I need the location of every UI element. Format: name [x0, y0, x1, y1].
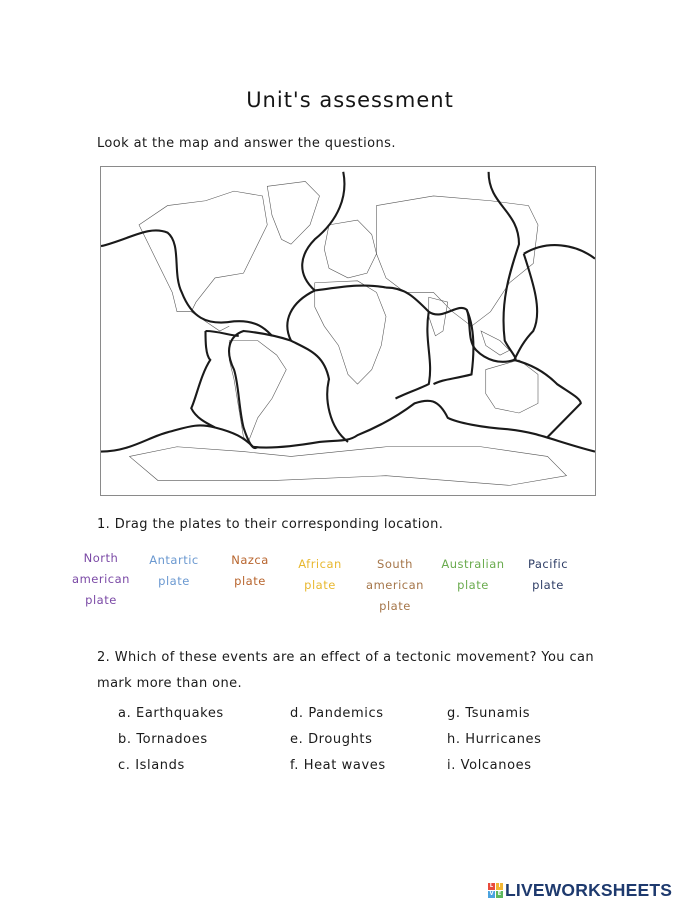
option-tsunamis[interactable]: g. Tsunamis	[447, 706, 531, 721]
plate-label-australian[interactable]	[437, 554, 509, 596]
plate-label-line: american	[72, 572, 130, 586]
plate-label-line: North	[83, 551, 119, 565]
plate-label-line: plate	[532, 578, 564, 592]
plate-label-african[interactable]	[290, 554, 350, 596]
option-tornadoes[interactable]: b. Tornadoes	[118, 732, 208, 747]
tectonic-plates-map[interactable]	[100, 166, 596, 496]
plate-label-line: Australian	[441, 557, 505, 571]
logo-tile: E	[497, 891, 502, 897]
logo-tile: I	[496, 883, 503, 890]
option-earthquakes[interactable]: a. Earthquakes	[118, 706, 224, 721]
option-hurricanes[interactable]: h. Hurricanes	[447, 732, 542, 747]
instruction-text: Look at the map and answer the questions.	[97, 136, 396, 151]
question-1-text: 1. Drag the plates to their corresponding location.	[97, 517, 444, 532]
plate-label-line: american	[366, 578, 424, 592]
plate-label-line: plate	[379, 599, 411, 613]
option-heat-waves[interactable]: f. Heat waves	[290, 758, 386, 773]
plate-label-line: plate	[158, 574, 190, 588]
world-map-image	[101, 167, 595, 495]
plate-label-line: South	[377, 557, 413, 571]
plate-label-line: plate	[304, 578, 336, 592]
question-2-text: 2. Which of these events are an effect of a tectonic movement? You can mark more than one.	[97, 650, 595, 691]
plate-label-south-american[interactable]	[362, 554, 428, 617]
option-islands[interactable]: c. Islands	[118, 758, 185, 773]
plate-label-line: plate	[85, 593, 117, 607]
plate-label-line: plate	[234, 574, 266, 588]
option-volcanoes[interactable]: i. Volcanoes	[447, 758, 532, 773]
plate-label-line: Pacific	[527, 557, 569, 571]
liveworksheets-logo-icon	[488, 883, 503, 898]
plate-label-line: Antartic	[149, 553, 199, 567]
plate-label-north-american[interactable]	[70, 548, 132, 611]
option-droughts[interactable]: e. Droughts	[290, 732, 373, 747]
option-pandemics[interactable]: d. Pandemics	[290, 706, 384, 721]
plate-label-line: African	[298, 557, 342, 571]
liveworksheets-branding	[488, 880, 672, 901]
plate-label-line: Nazca	[231, 553, 269, 567]
worksheet-title: Unit's assessment	[246, 88, 454, 112]
plate-label-antarctic[interactable]	[143, 550, 205, 592]
plate-label-nazca[interactable]	[222, 550, 278, 592]
logo-tile: L	[489, 883, 494, 889]
brand-name: LIVEWORKSHEETS	[505, 880, 673, 900]
plate-label-pacific[interactable]	[520, 554, 576, 596]
logo-tile: V	[489, 891, 494, 897]
plate-label-line: plate	[457, 578, 489, 592]
